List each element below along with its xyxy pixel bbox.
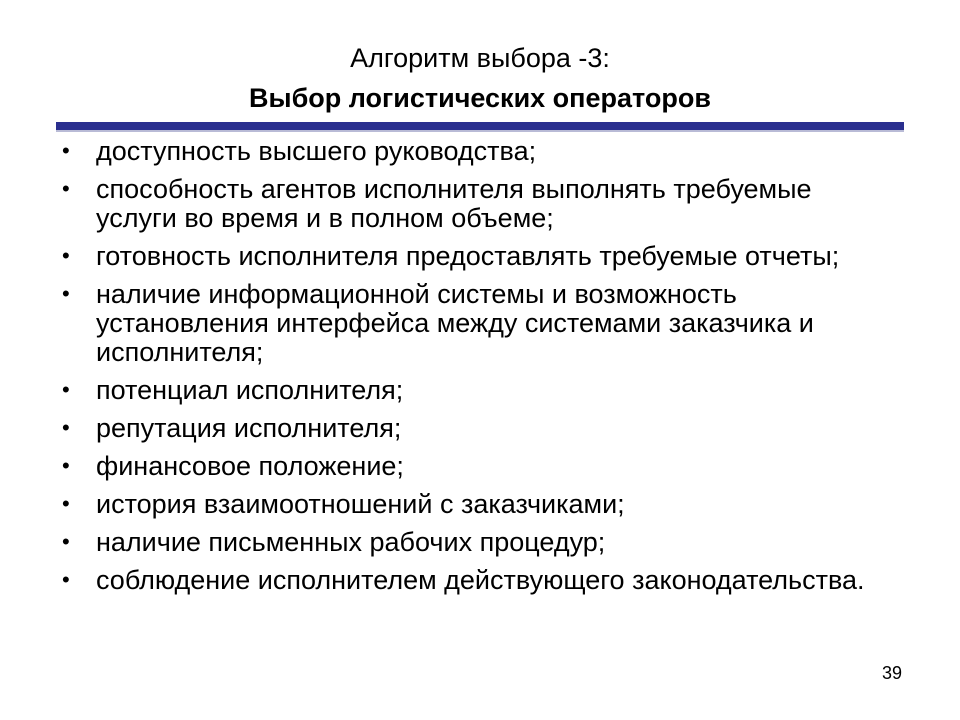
bullet-icon: • xyxy=(62,529,70,554)
list-item-text: способность агентов исполнителя выполнять требуемые услуги во время и в полном объеме; xyxy=(96,174,812,233)
list-item-text: готовность исполнителя предоставлять требуемые отчеты; xyxy=(96,241,840,271)
page-number: 39 xyxy=(881,663,902,683)
bullet-icon: • xyxy=(62,415,70,440)
bullet-icon: • xyxy=(62,453,70,478)
list-item xyxy=(62,566,882,595)
list-item-text: соблюдение исполнителем действующего законодательства. xyxy=(96,565,865,595)
list-item xyxy=(62,376,882,405)
list-item-text: наличие письменных рабочих процедур; xyxy=(96,527,606,557)
bullet-icon: • xyxy=(62,176,70,201)
list-item-text: потенциал исполнителя; xyxy=(96,375,404,405)
list-item xyxy=(62,242,882,271)
list-item xyxy=(62,280,882,367)
title-divider xyxy=(56,122,904,130)
list-item xyxy=(62,452,882,481)
list-item-text: репутация исполнителя; xyxy=(96,413,402,443)
list-item-text: наличие информационной системы и возможность установления интерфейса между системами заказчика и исполнителя; xyxy=(96,279,814,367)
bullet-icon: • xyxy=(62,138,70,163)
list-item xyxy=(62,528,882,557)
slide-title xyxy=(0,38,960,118)
bullet-icon: • xyxy=(62,377,70,402)
bullet-icon: • xyxy=(62,243,70,268)
list-item-text: история взаимоотношений с заказчиками; xyxy=(96,489,625,519)
slide-title-line-1: Алгоритм выбора -3: xyxy=(350,43,610,73)
list-item xyxy=(62,175,882,233)
list-item xyxy=(62,137,882,166)
list-item-text: финансовое положение; xyxy=(96,451,404,481)
bullet-icon: • xyxy=(62,281,70,306)
list-item xyxy=(62,414,882,443)
title-divider-shadow xyxy=(56,130,904,132)
bullet-icon: • xyxy=(62,491,70,516)
slide-title-line-2: Выбор логистических операторов xyxy=(249,83,711,113)
bullet-icon: • xyxy=(62,567,70,592)
criteria-list xyxy=(62,137,882,604)
list-item-text: доступность высшего руководства; xyxy=(96,136,537,166)
list-item xyxy=(62,490,882,519)
